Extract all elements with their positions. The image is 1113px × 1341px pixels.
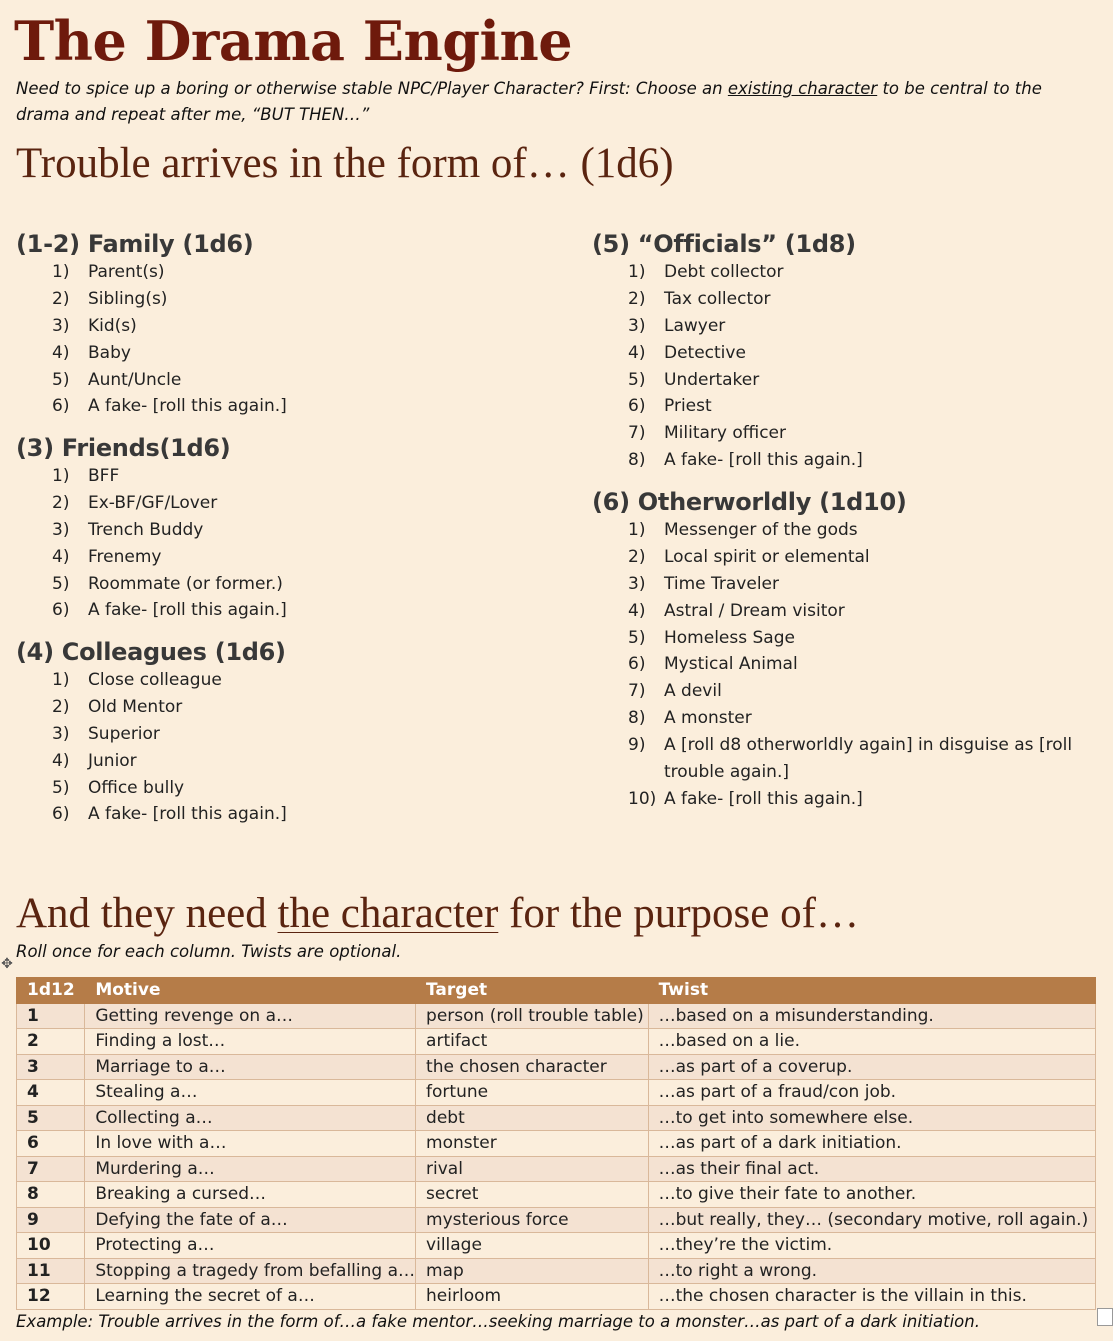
list-item [16, 463, 230, 490]
group-family-heading: (1-2) Family (1d6) [16, 230, 254, 258]
list-item-number: 1) [628, 520, 646, 540]
cell-target: map [416, 1258, 649, 1284]
trouble-heading: Trouble arrives in the form of… (1d6) [16, 140, 674, 187]
list-item-text: Kid(s) [88, 315, 137, 336]
list-item [16, 313, 253, 340]
list-item-number: 6) [52, 396, 70, 417]
list-item [16, 517, 230, 544]
table-row [17, 1080, 1096, 1106]
list-item [592, 598, 907, 625]
intro-text-start: Need to spice up a boring or otherwise stable NPC/Player Character? First: Choose an [16, 79, 728, 98]
list-item [592, 705, 907, 732]
cell-roll: 1 [17, 1003, 85, 1029]
cell-target: artifact [416, 1029, 649, 1055]
list-item-number: 4) [628, 600, 646, 621]
list-item-text: A fake- [roll this again.] [88, 804, 287, 825]
list-item-text: BFF [88, 466, 120, 486]
column-header-roll: 1d12 [17, 978, 85, 1004]
cell-roll: 4 [17, 1080, 85, 1106]
list-item-text: Undertaker [664, 369, 760, 390]
table-row [17, 1156, 1096, 1182]
group-otherworldly-heading: (6) Otherworldly (1d10) [592, 488, 907, 516]
list-item-number: 3) [52, 723, 70, 744]
list-item-number: 5) [52, 573, 70, 594]
group-otherworldly [592, 487, 1073, 813]
list-item-text: Close colleague [88, 670, 222, 690]
list-item [592, 651, 907, 678]
list-item [592, 447, 863, 474]
cell-roll: 3 [17, 1054, 85, 1080]
cell-motive: Defying the fate of a… [85, 1207, 416, 1233]
list-item-number: 2) [52, 492, 70, 513]
list-item-number: 10) [628, 788, 657, 809]
move-handle-icon[interactable]: ✥ [1, 956, 13, 972]
table-row [17, 1029, 1096, 1055]
list-item-number: 4) [52, 342, 70, 363]
list-item-text: Astral / Dream visitor [664, 600, 845, 621]
list-item [16, 340, 253, 367]
group-family [16, 229, 287, 420]
list-item-number: 6) [628, 396, 646, 417]
table-row [17, 1182, 1096, 1208]
list-item-number: 3) [628, 573, 646, 594]
table-header-row [17, 978, 1096, 1004]
list-item [592, 625, 907, 652]
cell-roll: 8 [17, 1182, 85, 1208]
cell-target: debt [416, 1105, 649, 1131]
list-item-number: 2) [52, 288, 70, 309]
list-item-text: A monster [664, 708, 752, 729]
purpose-heading-start: And they need [16, 890, 278, 937]
cell-target: monster [416, 1131, 649, 1157]
cell-target: the chosen character [416, 1054, 649, 1080]
cell-roll: 5 [17, 1105, 85, 1131]
table-row [17, 1258, 1096, 1284]
cell-twist: …the chosen character is the villain in this. [648, 1284, 1095, 1310]
list-item-number: 8) [628, 708, 646, 729]
cell-twist: …as part of a coverup. [648, 1054, 1095, 1080]
table-row [17, 1003, 1096, 1029]
cell-target: village [416, 1233, 649, 1259]
list-item-text: Debt collector [664, 262, 784, 282]
list-item-number: 6) [52, 600, 70, 621]
list-item-text: Priest [664, 396, 712, 417]
group-colleagues [16, 637, 286, 828]
list-item-text: A fake- [roll this again.] [88, 396, 287, 417]
group-friends-heading: (3) Friends(1d6) [16, 434, 231, 462]
cell-motive: Breaking a cursed… [85, 1182, 416, 1208]
cell-twist: …to give their fate to another. [648, 1182, 1095, 1208]
cell-twist: …but really, they… (secondary motive, roll again.) [648, 1207, 1095, 1233]
cell-twist: …as part of a dark initiation. [648, 1131, 1095, 1157]
list-item-text: Superior [88, 723, 160, 744]
group-officials-list [592, 259, 863, 474]
list-item-number: 3) [628, 315, 646, 336]
purpose-heading [16, 888, 859, 940]
list-item-number: 5) [52, 369, 70, 390]
page-title: The Drama Engine [14, 9, 573, 73]
list-item-number: 4) [52, 546, 70, 567]
list-item [592, 367, 856, 394]
cell-roll: 2 [17, 1029, 85, 1055]
group-officials [592, 229, 863, 474]
list-item [592, 313, 856, 340]
list-item-text: Military officer [664, 423, 787, 444]
cell-motive: Getting revenge on a… [85, 1003, 416, 1029]
list-item [592, 286, 856, 313]
list-item-text: Frenemy [88, 546, 162, 567]
cell-twist: …to right a wrong. [648, 1258, 1095, 1284]
list-item [592, 678, 907, 705]
intro-text-end: to be central to the drama and repeat after me, “BUT THEN…” [16, 79, 1042, 124]
list-item-text: A devil [664, 681, 722, 702]
list-item-text: Old Mentor [88, 696, 183, 717]
list-item [592, 732, 1073, 786]
group-colleagues-heading: (4) Colleagues (1d6) [16, 638, 286, 666]
intro-text [16, 76, 1096, 128]
cell-motive: Stopping a tragedy from befalling a… [85, 1258, 416, 1284]
list-item [592, 517, 907, 544]
list-item-number: 4) [52, 750, 70, 771]
list-item-number: 5) [52, 777, 70, 798]
list-item-text: A [roll d8 otherworldly again] in disguise as [roll trouble again.] [664, 735, 1073, 783]
cell-roll: 7 [17, 1156, 85, 1182]
cell-motive: Finding a lost… [85, 1029, 416, 1055]
cell-motive: Collecting a… [85, 1105, 416, 1131]
cell-roll: 10 [17, 1233, 85, 1259]
list-item [592, 571, 907, 598]
list-item-number: 4) [628, 342, 646, 363]
list-item-number: 2) [628, 288, 646, 309]
table-row [17, 1054, 1096, 1080]
list-item [16, 667, 286, 694]
cell-twist: …as their final act. [648, 1156, 1095, 1182]
list-item [16, 694, 286, 721]
list-item-number: 5) [628, 369, 646, 390]
list-item-number: 1) [52, 670, 70, 690]
group-friends-list [16, 463, 287, 624]
cell-roll: 6 [17, 1131, 85, 1157]
list-item-text: Mystical Animal [664, 654, 798, 675]
cell-twist: …as part of a fraud/con job. [648, 1080, 1095, 1106]
list-item-text: A fake- [roll this again.] [88, 600, 287, 621]
list-item [592, 393, 856, 420]
list-item-number: 9) [628, 735, 646, 756]
cell-target: person (roll trouble table) [416, 1003, 649, 1029]
cell-target: mysterious force [416, 1207, 649, 1233]
cell-motive: Protecting a… [85, 1233, 416, 1259]
cell-motive: Stealing a… [85, 1080, 416, 1106]
list-item [16, 801, 286, 828]
list-item-number: 2) [628, 546, 646, 567]
cell-target: rival [416, 1156, 649, 1182]
list-item-number: 7) [628, 423, 646, 444]
column-header-twist: Twist [648, 978, 1095, 1004]
list-item [16, 286, 253, 313]
list-item [592, 786, 907, 813]
list-item-text: Sibling(s) [88, 288, 168, 309]
list-item [592, 420, 856, 447]
group-friends [16, 433, 287, 624]
list-item-text: Detective [664, 342, 746, 363]
purpose-table [16, 977, 1096, 1310]
list-item-text: Baby [88, 342, 131, 363]
list-item-text: Roommate (or former.) [88, 573, 283, 594]
list-item [16, 259, 253, 286]
cell-twist: …based on a lie. [648, 1029, 1095, 1055]
purpose-heading-underlined: the character [277, 890, 499, 937]
cell-roll: 9 [17, 1207, 85, 1233]
list-item-text: Lawyer [664, 315, 726, 336]
column-header-target: Target [416, 978, 649, 1004]
list-item [16, 571, 283, 598]
list-item-text: Tax collector [664, 288, 771, 309]
list-item-text: Time Traveler [664, 573, 779, 594]
list-item-text: Homeless Sage [664, 627, 795, 648]
list-item [16, 544, 230, 571]
list-item-number: 1) [52, 466, 70, 486]
list-item-number: 3) [52, 315, 70, 336]
table-row [17, 1284, 1096, 1310]
cell-motive: In love with a… [85, 1131, 416, 1157]
cell-target: secret [416, 1182, 649, 1208]
group-colleagues-list [16, 667, 286, 828]
list-item-text: Messenger of the gods [664, 520, 858, 540]
list-item-number: 8) [628, 450, 646, 471]
cell-motive: Learning the secret of a… [85, 1284, 416, 1310]
list-item [592, 340, 856, 367]
list-item [16, 748, 286, 775]
group-otherworldly-list [592, 517, 1073, 813]
list-item-number: 1) [628, 262, 646, 282]
list-item-number: 6) [628, 654, 646, 675]
purpose-heading-end: for the purpose of… [498, 890, 859, 937]
list-item-text: Parent(s) [88, 262, 165, 282]
list-item-number: 2) [52, 696, 70, 717]
table-body [17, 1003, 1096, 1309]
list-item-number: 7) [628, 681, 646, 702]
list-item [16, 597, 287, 624]
roll-note: Roll once for each column. Twists are optional. [16, 942, 402, 961]
list-item [592, 544, 907, 571]
list-item-text: Junior [88, 750, 137, 771]
list-item-text: Local spirit or elemental [664, 546, 870, 567]
column-header-motive: Motive [85, 978, 416, 1004]
list-item [16, 490, 230, 517]
list-item [16, 393, 287, 420]
list-item [16, 775, 286, 802]
group-family-list [16, 259, 287, 420]
cell-target: heirloom [416, 1284, 649, 1310]
list-item-text: Office bully [88, 777, 185, 798]
list-item [16, 367, 253, 394]
list-item-number: 5) [628, 627, 646, 648]
cell-twist: …to get into somewhere else. [648, 1105, 1095, 1131]
cell-roll: 12 [17, 1284, 85, 1310]
cell-roll: 11 [17, 1258, 85, 1284]
example-text: Example: Trouble arrives in the form of…a fake mentor…seeking marriage to a monster…as part of a dark initiation. [16, 1312, 980, 1331]
list-item-text: Ex-BF/GF/Lover [88, 492, 218, 513]
list-item [16, 721, 286, 748]
cell-twist: …they’re the victim. [648, 1233, 1095, 1259]
list-item-text: A fake- [roll this again.] [664, 788, 863, 809]
list-item-number: 3) [52, 519, 70, 540]
table-row [17, 1233, 1096, 1259]
list-item-number: 6) [52, 804, 70, 825]
list-item-text: Trench Buddy [88, 519, 204, 540]
list-item-text: Aunt/Uncle [88, 369, 182, 390]
table-row [17, 1105, 1096, 1131]
intro-text-underlined: existing character [727, 79, 878, 98]
cell-twist: …based on a misunderstanding. [648, 1003, 1095, 1029]
list-item-number: 1) [52, 262, 70, 282]
table-row [17, 1131, 1096, 1157]
corner-handle-icon[interactable] [1097, 1308, 1113, 1326]
table-row [17, 1207, 1096, 1233]
cell-motive: Murdering a… [85, 1156, 416, 1182]
group-officials-heading: (5) “Officials” (1d8) [592, 230, 856, 258]
list-item-text: A fake- [roll this again.] [664, 450, 863, 471]
cell-target: fortune [416, 1080, 649, 1106]
cell-motive: Marriage to a… [85, 1054, 416, 1080]
list-item [592, 259, 856, 286]
